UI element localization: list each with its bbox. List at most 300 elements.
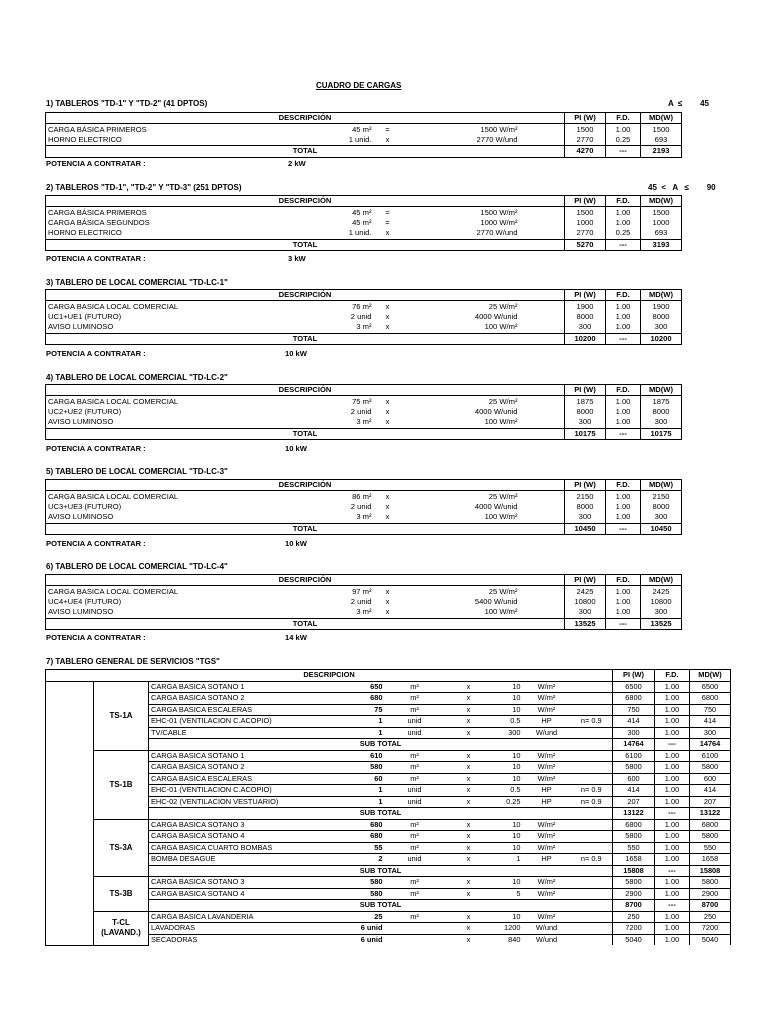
header-descripcion: DESCRIPCIÓN [46,290,565,301]
row-description: CARGA BASICA SOTANO 3 [149,877,319,889]
row-gap [520,207,565,218]
row-fd: 1.00 [655,877,690,889]
row-md: 1900 [641,301,682,312]
subtotal-fd: --- [655,808,690,820]
row-unit-load: 100 W/m² [484,512,518,522]
row-gap [520,322,565,333]
row-description: CARGA BASICA SOTANO 1 [149,681,319,693]
row-operator: x [385,406,390,416]
row-description: BOMBA DESAGUE [149,854,319,866]
row-pi: 5800 [613,877,655,889]
row-operator: = [385,217,390,227]
header-pi: PI (W) [565,480,606,491]
table-row [46,491,682,502]
subtotal-md: 13122 [690,808,731,820]
row-quantity: 580 [319,888,385,900]
header-md: MD(W) [641,575,682,586]
row-description: CARGA BASICA LOCAL COMERCIAL [46,396,204,407]
total-fd: --- [606,146,641,157]
row-pi: 6500 [613,681,655,693]
s2-table [45,195,682,251]
row-quantity: 76 m² [204,301,374,312]
subtotal-row [46,900,731,912]
row-unit: m² [385,888,445,900]
row-pi: 1500 [565,207,606,218]
row-description: CARGA BASICA SOTANO 4 [149,831,319,843]
s3-table [45,289,682,345]
row-fd: 1.00 [606,207,641,218]
row-gap [520,312,565,322]
row-fd: 1.00 [606,586,641,597]
row-gap [520,502,565,512]
row-quantity: 6 unid [319,923,385,935]
s5-title: 5) TABLERO DE LOCAL COMERCIAL "TD-LC-3" [46,467,228,476]
row-operator: x [385,228,390,238]
row-factor: 10 [493,704,523,716]
row-pi: 2770 [565,228,606,239]
row-description: CARGA BÁSICA SEGUNDOS [46,218,204,228]
row-efficiency [571,704,613,716]
row-md: 5800 [690,762,731,774]
row-factor-unit: W/m² [523,681,571,693]
subtotal-label: SUB TOTAL [149,739,613,751]
row-operator: x [385,134,390,144]
row-factor-unit: HP [523,785,571,797]
group-label-0: TS-1A [94,681,149,750]
table-row [46,877,731,889]
header-pi: PI (W) [565,290,606,301]
row-unit-load: 4000 W/unid [474,311,518,321]
subtotal-label: SUB TOTAL [149,865,613,877]
row-md: 10800 [641,597,682,607]
row-quantity: 1 [319,785,385,797]
row-gap [520,417,565,428]
row-quantity: 45 m² [352,217,372,227]
row-factor-unit: W/m² [523,911,571,923]
total-pi: 5270 [565,239,606,250]
s5-potencia-value: 10 kW [285,539,307,548]
table-total-row [46,239,682,250]
table-row [46,911,731,923]
row-unit-load: 4000 W/unid [474,406,518,416]
total-label: TOTAL [46,428,565,439]
row-md: 8000 [641,502,682,512]
table-row [46,716,731,728]
row-operator: x [445,681,493,693]
header-descripcion: DESCRIPCIÓN [46,385,565,396]
row-md: 693 [641,228,682,239]
total-pi: 10200 [565,333,606,344]
row-description: UC1+UE1 (FUTURO) [46,312,204,322]
row-factor: 0.5 [493,716,523,728]
row-factor: 1 [493,854,523,866]
row-factor-unit: W/und [523,727,571,739]
row-pi: 10800 [565,597,606,607]
row-unit-load: 1000 W/m² [480,217,518,227]
row-factor: 10 [493,693,523,705]
row-operator: x [445,888,493,900]
row-fd: 0.25 [606,228,641,239]
row-efficiency [571,877,613,889]
row-fd: 1.00 [655,773,690,785]
row-fd: 1.00 [655,704,690,716]
row-pi: 2425 [565,586,606,597]
row-md: 6800 [690,693,731,705]
s4-potencia-label: POTENCIA A CONTRATAR : [46,444,146,453]
table-row [46,607,682,618]
row-description: CARGA BASICA LOCAL COMERCIAL [46,491,204,502]
row-quantity: 3 m² [356,417,372,427]
row-pi: 1875 [565,396,606,407]
row-unit-load: 25 W/m² [402,586,520,597]
row-description: CARGA BÁSICA PRIMEROS [46,207,204,218]
row-quantity: 610 [319,750,385,762]
row-fd: 1.00 [655,911,690,923]
table-row [46,681,731,693]
total-label: TOTAL [46,618,565,629]
row-md: 1875 [641,396,682,407]
header-descripcion: DESCRIPCION [46,670,613,682]
row-fd: 1.00 [655,785,690,797]
total-label: TOTAL [46,146,565,157]
row-md: 8000 [641,312,682,322]
row-md: 693 [641,135,682,146]
row-fd: 1.00 [655,888,690,900]
s4-title: 4) TABLERO DE LOCAL COMERCIAL "TD-LC-2" [46,373,228,382]
total-fd: --- [606,428,641,439]
s6-table [45,574,682,630]
header-fd: F.D. [606,575,641,586]
row-md: 2150 [641,491,682,502]
row-pi: 414 [613,716,655,728]
row-unit-load: 25 W/m² [402,396,520,407]
table-header-row [46,290,682,301]
row-pi: 6800 [613,819,655,831]
row-gap [520,218,565,228]
row-quantity: 650 [319,681,385,693]
row-unit: m² [385,681,445,693]
s2-condition: 45 < A ≤ 90 [648,183,716,192]
row-quantity: 45 m² [204,124,374,135]
row-quantity: 60 [319,773,385,785]
s3-potencia-value: 10 kW [285,349,307,358]
row-factor-unit: HP [523,716,571,728]
table-row [46,854,731,866]
row-pi: 8000 [565,502,606,512]
table-row [46,796,731,808]
row-unit: m² [385,762,445,774]
header-fd: F.D. [606,385,641,396]
row-quantity: 1 [319,796,385,808]
row-pi: 5800 [613,831,655,843]
row-md: 414 [690,785,731,797]
table-row [46,502,682,512]
row-md: 1658 [690,854,731,866]
row-operator: x [445,750,493,762]
row-description: CARGA BASICA ESCALERAS [149,704,319,716]
row-fd: 1.00 [606,301,641,312]
row-factor-unit: HP [523,796,571,808]
row-efficiency [571,762,613,774]
row-factor-unit: W/m² [523,877,571,889]
table-header-row [46,385,682,396]
row-fd: 1.00 [655,934,690,945]
row-operator: x [374,396,402,407]
row-description: CARGA BASICA ESCALERAS [149,773,319,785]
row-unit-load: 100 W/m² [484,417,518,427]
row-operator: = [374,207,402,218]
row-operator: x [445,819,493,831]
row-factor: 10 [493,762,523,774]
row-operator: x [445,854,493,866]
row-factor: 5 [493,888,523,900]
s1-potencia-value: 2 kW [288,159,306,168]
row-gap [520,135,565,146]
row-gap [520,301,565,312]
row-fd: 1.00 [655,716,690,728]
row-efficiency [571,911,613,923]
row-operator: x [374,491,402,502]
row-gap [520,491,565,502]
row-description: AVISO LUMINOSO [46,607,204,618]
row-factor: 10 [493,681,523,693]
s4-potencia-value: 10 kW [285,444,307,453]
row-gap [520,586,565,597]
s7-title: 7) TABLERO GENERAL DE SERVICIOS "TGS" [46,657,220,666]
total-fd: --- [606,333,641,344]
row-factor: 840 [493,934,523,945]
row-quantity: 680 [319,831,385,843]
row-unit: m² [385,842,445,854]
row-quantity: 1 unid. [348,228,372,238]
table-header-row [46,575,682,586]
row-operator: x [445,762,493,774]
row-md: 5040 [690,934,731,945]
row-quantity: 75 m² [204,396,374,407]
row-description: CARGA BASICA SOTANO 4 [149,888,319,900]
row-gap [520,512,565,523]
table-header-row [46,670,731,682]
row-factor: 10 [493,773,523,785]
total-fd: --- [606,523,641,534]
subtotal-md: 15808 [690,865,731,877]
row-unit: m² [385,831,445,843]
row-pi: 5040 [613,934,655,945]
row-pi: 5800 [613,762,655,774]
header-md: MD(W) [641,480,682,491]
row-description: AVISO LUMINOSO [46,512,204,523]
row-factor-unit: HP [523,854,571,866]
row-description: SECADORAS [149,934,319,945]
table-header-row [46,196,682,207]
row-description: CARGA BASICA CUARTO BOMBAS [149,842,319,854]
row-operator: x [445,877,493,889]
row-fd: 1.00 [655,819,690,831]
s1-potencia-label: POTENCIA A CONTRATAR : [46,159,146,168]
row-factor: 1200 [493,923,523,935]
row-quantity: 75 [319,704,385,716]
table-total-row [46,333,682,344]
row-fd: 1.00 [655,842,690,854]
row-description: LAVADORAS [149,923,319,935]
row-efficiency: n= 0.9 [571,854,613,866]
row-pi: 6800 [613,693,655,705]
row-pi: 550 [613,842,655,854]
row-description: CARGA BASICA LOCAL COMERCIAL [46,301,204,312]
row-operator: x [445,716,493,728]
row-quantity: 2 [319,854,385,866]
row-unit: m² [385,819,445,831]
row-quantity: 6 unid [319,934,385,945]
row-efficiency [571,888,613,900]
row-operator: x [445,934,493,945]
row-efficiency [571,681,613,693]
row-pi: 8000 [565,312,606,322]
row-md: 250 [690,911,731,923]
row-pi: 1900 [565,301,606,312]
row-pi: 1658 [613,854,655,866]
row-factor-unit: W/m² [523,762,571,774]
row-quantity: 580 [319,762,385,774]
header-descripcion: DESCRIPCIÓN [46,196,565,207]
row-operator: x [385,607,390,617]
row-operator: x [385,311,390,321]
row-description: CARGA BASICA SOTANO 1 [149,750,319,762]
row-pi: 300 [565,512,606,523]
header-fd: F.D. [606,113,641,124]
row-operator: x [385,596,390,606]
row-factor-unit: W/m² [523,831,571,843]
row-description: UC2+UE2 (FUTURO) [46,407,204,417]
subtotal-pi: 13122 [613,808,655,820]
subtotal-pi: 14764 [613,739,655,751]
table-row [46,831,731,843]
s1-title: 1) TABLEROS "TD-1" Y "TD-2" (41 DPTOS) [46,99,208,108]
total-md: 10450 [641,523,682,534]
row-quantity: 97 m² [204,586,374,597]
row-unit-load: 1500 W/m² [402,124,520,135]
row-pi: 300 [565,322,606,333]
row-unit-load: 100 W/m² [484,322,518,332]
row-efficiency: n= 0.9 [571,785,613,797]
row-pi: 2900 [613,888,655,900]
table-row [46,512,682,523]
row-fd: 1.00 [606,417,641,428]
row-quantity: 45 m² [204,207,374,218]
row-md: 207 [690,796,731,808]
row-gap [520,124,565,135]
row-factor-unit: W/und [523,923,571,935]
table-total-row [46,146,682,157]
table-row [46,597,682,607]
row-description: CARGA BASICA LAVANDERIA [149,911,319,923]
table-total-row [46,618,682,629]
row-unit-load: 25 W/m² [402,491,520,502]
row-md: 750 [690,704,731,716]
subtotal-row [46,739,731,751]
row-operator: x [374,586,402,597]
header-md: MD(W) [641,113,682,124]
subtotal-md: 14764 [690,739,731,751]
s6-potencia-label: POTENCIA A CONTRATAR : [46,633,146,642]
row-fd: 1.00 [655,681,690,693]
table-row [46,322,682,333]
row-md: 1500 [641,207,682,218]
group-label-2: TS-3A [94,819,149,877]
row-fd: 1.00 [655,750,690,762]
row-unit: unid [385,796,445,808]
row-pi: 207 [613,796,655,808]
row-description: AVISO LUMINOSO [46,417,204,428]
row-pi: 6100 [613,750,655,762]
row-factor: 0.5 [493,785,523,797]
row-factor: 0.25 [493,796,523,808]
row-unit-load: 2770 W/und [476,134,518,144]
subtotal-row [46,808,731,820]
row-fd: 1.00 [606,407,641,417]
row-fd: 1.00 [606,512,641,523]
row-description: AVISO LUMINOSO [46,322,204,333]
total-pi: 4270 [565,146,606,157]
row-pi: 414 [613,785,655,797]
table-row [46,396,682,407]
row-unit-load: 2770 W/und [476,228,518,238]
table-row [46,586,682,597]
table-row [46,301,682,312]
header-fd: F.D. [606,290,641,301]
row-efficiency [571,693,613,705]
row-description: TV/CABLE [149,727,319,739]
subtotal-label: SUB TOTAL [149,900,613,912]
row-operator: x [445,773,493,785]
total-md: 13525 [641,618,682,629]
row-factor-unit: W/m² [523,773,571,785]
row-pi: 300 [613,727,655,739]
row-operator: x [385,501,390,511]
total-md: 3193 [641,239,682,250]
row-pi: 2150 [565,491,606,502]
row-unit: m² [385,704,445,716]
row-quantity: 3 m² [356,512,372,522]
page-title: CUADRO DE CARGAS [316,81,402,90]
row-factor: 10 [493,911,523,923]
row-fd: 1.00 [606,597,641,607]
total-pi: 10175 [565,428,606,439]
row-unit-load: 25 W/m² [402,301,520,312]
row-unit [385,934,445,945]
row-fd: 0.25 [606,135,641,146]
row-factor: 10 [493,831,523,843]
table-header-row [46,480,682,491]
row-quantity: 1 [319,727,385,739]
row-pi: 600 [613,773,655,785]
row-quantity: 55 [319,842,385,854]
header-fd: F.D. [655,670,690,682]
subtotal-fd: --- [655,739,690,751]
row-operator: x [445,693,493,705]
table-row [46,727,731,739]
row-factor: 10 [493,842,523,854]
row-quantity: 2 unid [350,596,372,606]
row-pi: 1500 [565,124,606,135]
row-efficiency [571,727,613,739]
row-md: 8000 [641,407,682,417]
subtotal-md: 8700 [690,900,731,912]
row-factor-unit: W/m² [523,693,571,705]
row-factor-unit: W/und [523,934,571,945]
row-quantity: 1 unid. [348,134,372,144]
row-md: 300 [641,512,682,523]
